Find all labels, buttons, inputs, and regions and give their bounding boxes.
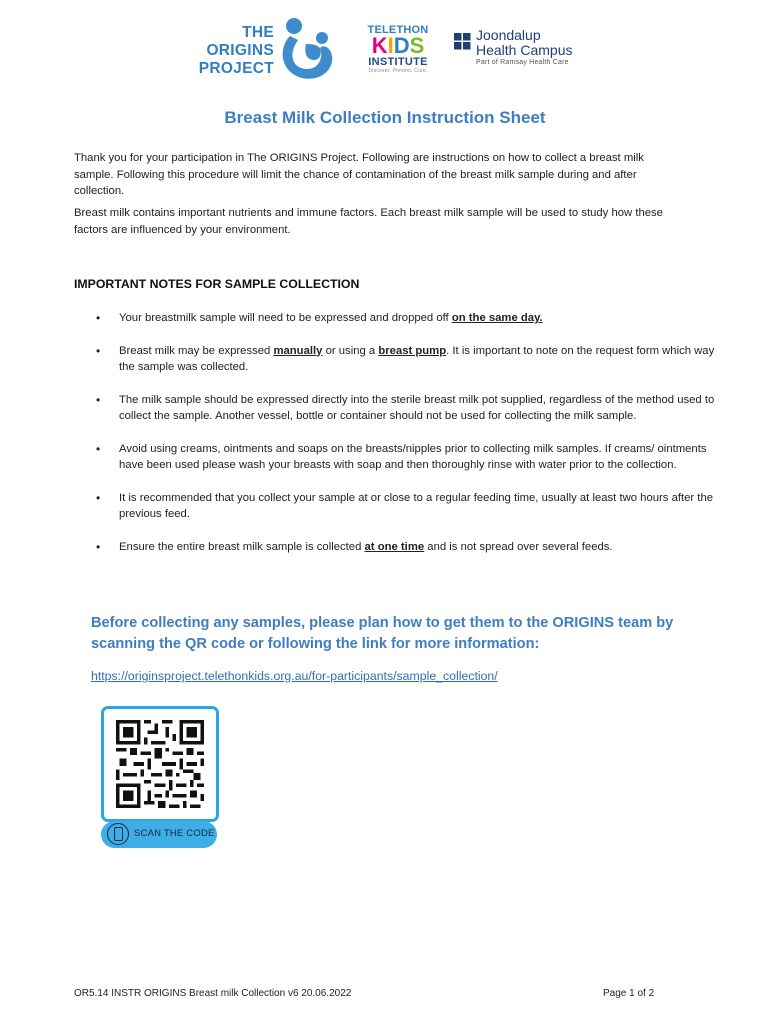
- list-item: • Your breastmilk sample will need to be expressed and dropped off on the same day.: [96, 310, 716, 327]
- origins-logo-line3: PROJECT: [198, 60, 274, 77]
- telethon-logo-tagline: Discover. Prevent. Cure.: [368, 68, 428, 74]
- telethon-logo-kids: [366, 33, 430, 58]
- intro-paragraph: Breast milk contains important nutrients and immune factors. Each breast milk sample will be used to study how these factors are influenced by your environment.: [74, 207, 663, 236]
- origins-project-logo-text: [198, 24, 274, 78]
- document-title: Breast Milk Collection Instruction Sheet: [224, 108, 546, 127]
- sample-collection-link[interactable]: https://originsproject.telethonkids.org.au/for-participants/sample_collection/: [91, 669, 498, 683]
- plan-instructions: Before collecting any samples, please plan how to get them to the ORIGINS team by scanning the QR code or following the link for more information:: [91, 615, 674, 652]
- list-item: • Avoid using creams, ointments and soaps on the breasts/nipples prior to collecting milk samples. If creams/ ointments have been used please wash your breasts with soap and then thoroughly rinse with water prior to the collection.: [96, 441, 716, 474]
- emphasis-text: manually: [273, 344, 323, 357]
- list-item: • Breast milk may be expressed manually or using a breast pump. It is important to note on the request form which way the sample was collected.: [96, 343, 716, 376]
- page-number: Page 1 of 2: [603, 988, 655, 999]
- emphasis-text: breast pump: [378, 344, 447, 357]
- notes-heading: IMPORTANT NOTES FOR SAMPLE COLLECTION: [74, 277, 360, 291]
- telethon-kids-letter: S: [409, 33, 425, 58]
- origins-logo-line2: ORIGINS: [206, 42, 274, 59]
- telethon-kids-letter: D: [393, 33, 410, 58]
- intro-paragraph: Thank you for your participation in The ORIGINS Project. Following are instructions on how to collect a breast milk sample. Following this procedure will limit the chance of contamination of the breast milk sample during and after collection.: [74, 152, 644, 197]
- joondalup-logo-line2: Health Campus: [476, 42, 573, 58]
- joondalup-grid-icon: [454, 33, 471, 55]
- list-item: • Ensure the entire breast milk sample is collected at one time and is not spread over several feeds.: [96, 539, 716, 556]
- phone-icon: [107, 823, 129, 845]
- qr-code-icon: [116, 720, 204, 808]
- emphasis-text: at one time: [364, 540, 425, 553]
- list-item: • It is recommended that you collect your sample at or close to a regular feeding time, usually at least two hours after the previous feed.: [96, 490, 716, 523]
- scan-the-code-label: SCAN THE CODE: [134, 828, 215, 839]
- mother-child-logo-icon: [276, 14, 336, 87]
- scan-the-code-button[interactable]: [101, 821, 217, 848]
- telethon-logo-line3: INSTITUTE: [368, 56, 428, 68]
- joondalup-logo-text: [476, 28, 573, 68]
- telethon-kids-letter: K: [371, 33, 388, 58]
- origins-logo-line1: THE: [242, 24, 274, 41]
- document-reference: OR5.14 INSTR ORIGINS Breast milk Collection v6 20.06.2022: [74, 988, 352, 999]
- qr-code[interactable]: [101, 706, 219, 822]
- telethon-kids-letter: I: [387, 33, 394, 58]
- notes-list: [96, 310, 716, 571]
- telethon-kids-logo: [366, 24, 430, 75]
- joondalup-logo-line1: Joondalup: [476, 27, 541, 43]
- emphasis-text: on the same day.: [451, 312, 543, 324]
- list-item: • The milk sample should be expressed directly into the sterile breast milk pot supplied, regardless of the method used to collect the sample. Another vessel, bottle or container should not be used for collecting the milk sample.: [96, 392, 716, 425]
- telethon-logo-line1: TELETHON: [367, 24, 429, 36]
- joondalup-logo-line3: Part of Ramsay Health Care: [476, 59, 569, 66]
